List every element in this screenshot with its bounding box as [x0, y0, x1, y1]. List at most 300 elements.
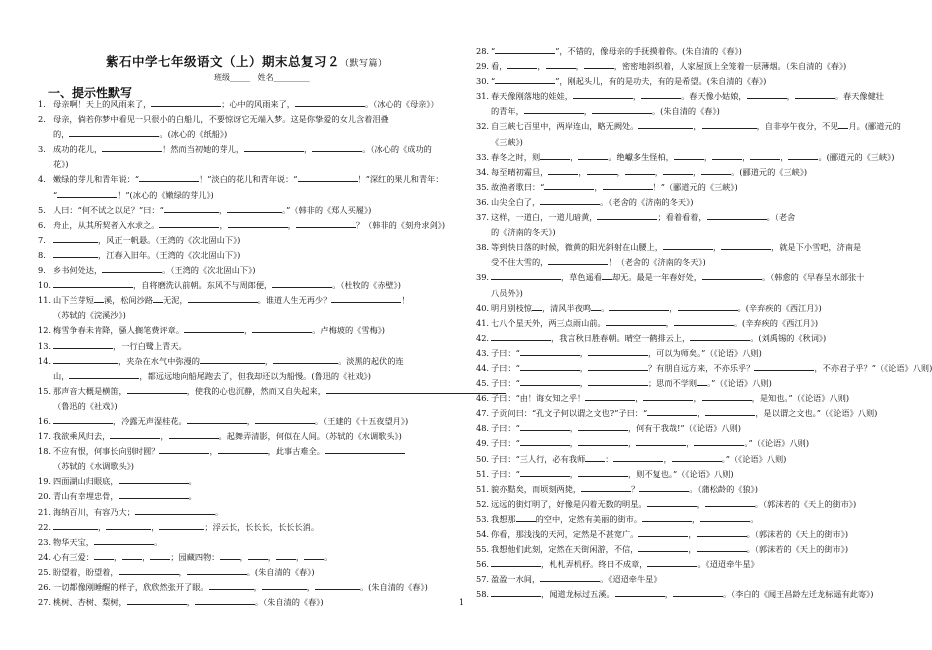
answer-blank[interactable]: [838, 120, 848, 129]
question-item: [476, 482, 906, 497]
answer-blank[interactable]: [673, 588, 723, 597]
question-number: [476, 255, 491, 270]
answer-blank[interactable]: [750, 151, 780, 160]
question-item: [38, 384, 470, 399]
question-number: [476, 286, 491, 301]
answer-blank[interactable]: [690, 332, 750, 341]
answer-blank[interactable]: [707, 211, 767, 220]
answer-blank[interactable]: [94, 294, 104, 303]
answer-blank[interactable]: [584, 60, 614, 69]
question-item: [38, 263, 470, 278]
question-number: 53.: [476, 513, 490, 524]
answer-blank[interactable]: [106, 521, 151, 530]
answer-blank[interactable]: [53, 415, 113, 424]
answer-blank[interactable]: [53, 249, 98, 258]
answer-blank[interactable]: [643, 392, 693, 401]
answer-blank[interactable]: [159, 521, 204, 530]
answer-blank[interactable]: [697, 528, 747, 537]
question-number: 21.: [38, 506, 52, 517]
question-number: [476, 135, 491, 150]
question-number: 17.: [38, 431, 52, 442]
question-number: 25.: [38, 566, 52, 577]
answer-blank[interactable]: [184, 324, 244, 333]
answer-blank[interactable]: [520, 422, 570, 431]
answer-blank[interactable]: [491, 271, 561, 280]
answer-blank[interactable]: [122, 551, 142, 560]
question-text: 看， ， ， ，密密地斜织着，人家屋顶上全笼着一层薄烟。（朱自清的《春》): [491, 61, 847, 72]
question-number: 40.: [476, 302, 490, 313]
question-item: [476, 210, 906, 225]
question-item: [476, 119, 906, 134]
answer-blank[interactable]: [195, 596, 255, 605]
question-item: [476, 331, 906, 346]
question-text: 海纳百川，有容乃大； 。: [53, 506, 224, 517]
question-item: [476, 255, 906, 270]
question-item: [476, 74, 906, 89]
question-text: 母亲，倘若你梦中看见一只很小的白船儿，不要惊讶它无端入梦。这是你挚爱的女儿含着泪叠: [53, 114, 389, 125]
answer-blank[interactable]: [119, 490, 189, 499]
question-number: 22.: [38, 521, 52, 532]
answer-blank[interactable]: [587, 166, 617, 175]
question-item: [38, 188, 470, 203]
question-text: 每至晴初霜旦， ， ， ， ， 。(郦道元的《三峡》): [491, 166, 808, 177]
answer-blank[interactable]: [53, 355, 118, 364]
question-text: 的青年， ， 。(朱自清的《春》): [491, 106, 720, 117]
question-text: 子曰：“ ， ，何有于我哉!”（《论语》八则): [491, 423, 741, 434]
answer-blank[interactable]: [312, 143, 362, 152]
question-number: 34.: [476, 166, 490, 177]
question-number: 36.: [476, 196, 490, 207]
question-text: 那声音大概是横笛， ，使我的心也沉静，然而又自失起来，: [53, 384, 506, 399]
question-number: 51.: [476, 483, 490, 494]
answer-blank[interactable]: [702, 392, 752, 401]
question-item: [38, 459, 470, 474]
question-item: [476, 240, 906, 255]
question-number: 1.: [38, 99, 46, 109]
question-item: [38, 399, 470, 414]
question-number: 16.: [38, 415, 52, 426]
question-item: [476, 406, 906, 421]
title-text: 紫石中学七年级语文（上）期末总复习２: [106, 54, 341, 69]
question-item: [476, 225, 906, 240]
answer-blank[interactable]: [151, 98, 221, 107]
question-text: 你看，那浅浅的天河，定然是不甚宽广。 ， 。（郭沫若的《天上的街市》): [491, 529, 849, 539]
question-text: ，江春入旧年。（王湾的《次北固山下》): [53, 248, 470, 263]
question-number: 14.: [38, 355, 52, 366]
answer-blank[interactable]: [606, 317, 666, 326]
answer-blank[interactable]: [540, 196, 600, 205]
answer-blank[interactable]: [516, 513, 536, 522]
answer-blank[interactable]: [135, 506, 215, 515]
answer-blank[interactable]: [573, 90, 633, 99]
question-item: [476, 497, 906, 512]
answer-blank[interactable]: [119, 475, 189, 484]
question-text: 的， 。(冰心的《纸船》): [53, 129, 228, 140]
answer-blank[interactable]: [69, 370, 139, 379]
question-item: [38, 248, 470, 263]
answer-blank[interactable]: [53, 279, 133, 288]
answer-blank[interactable]: [491, 588, 541, 597]
answer-blank[interactable]: [139, 173, 199, 182]
answer-blank[interactable]: [609, 302, 669, 311]
question-item: [38, 354, 470, 369]
question-number: 8.: [38, 249, 46, 260]
question-text: （鲁迅的《社戏》): [53, 400, 118, 411]
question-number: 5.: [38, 204, 46, 215]
question-item: [476, 59, 906, 74]
question-item: [476, 135, 906, 150]
answer-blank[interactable]: [187, 415, 247, 424]
question-text: 桃树、杏树、梨树， ， 。（朱自清的《春》): [53, 597, 324, 608]
question-number: [476, 104, 491, 119]
answer-blank[interactable]: [548, 256, 608, 265]
question-text: 一切都像刚睡醒的样子，欣欣然张开了眼。 ， ， 。(朱自清的《春》): [53, 582, 428, 592]
question-item: [38, 369, 470, 384]
question-item: [476, 301, 906, 316]
question-item: [476, 286, 906, 301]
left-items-list: [38, 97, 470, 610]
question-text: 子曰：“ ， ， ， 。”（《论语》八则): [491, 438, 810, 449]
question-item: [476, 316, 906, 331]
question-number: 24.: [38, 551, 52, 562]
question-item: [38, 233, 470, 248]
answer-blank[interactable]: [150, 551, 170, 560]
question-item: [38, 489, 470, 504]
question-text: ，我言秋日胜春朝。晴空一鹤排云上， 。(刘禹锡的《秋词》): [491, 331, 906, 346]
question-number: 57.: [476, 574, 490, 585]
question-text: 人曰：“何不试之以足？”曰：“ ， 。”（韩非的《郑人买履》): [53, 204, 372, 215]
answer-blank[interactable]: [592, 105, 652, 114]
answer-blank[interactable]: [304, 551, 324, 560]
question-item: [38, 339, 470, 354]
answer-blank[interactable]: [119, 566, 179, 575]
answer-blank[interactable]: [581, 483, 631, 492]
answer-blank[interactable]: [532, 302, 542, 311]
question-text: ，风正一帆悬。（王湾的《次北固山下》): [53, 233, 470, 248]
question-number: 41.: [476, 317, 490, 328]
answer-blank[interactable]: [53, 234, 98, 243]
answer-blank[interactable]: [747, 90, 787, 99]
answer-blank[interactable]: [625, 166, 655, 175]
question-number: 11.: [38, 295, 52, 306]
answer-blank[interactable]: [578, 422, 628, 431]
question-text: 故渔者歌曰：“ ， ！”（郦道元的《三峡》): [491, 181, 738, 192]
question-number: 18.: [38, 446, 52, 457]
question-text: 的《济南的冬天》): [491, 227, 556, 238]
answer-blank[interactable]: [754, 362, 814, 371]
answer-blank[interactable]: [701, 166, 731, 175]
question-text: 我想那 的空中，定然有美丽的街市。 ， 。: [491, 513, 759, 524]
question-text: 母亲啊！天上的风雨来了， ；心中的风雨来了， 。（冰心的《母亲》）: [53, 99, 439, 109]
question-item: [476, 421, 906, 436]
question-number: 23.: [38, 536, 52, 547]
answer-blank[interactable]: [298, 173, 358, 182]
question-text: 子曰：“ ， ？有朋自远方来，不亦乐乎？ ，不亦君子乎？”（《论语》八则): [491, 362, 932, 373]
question-number: 4.: [38, 174, 46, 185]
answer-blank[interactable]: [663, 166, 693, 175]
question-text: 嫩绿的芽儿和青年说：“ ！”淡白的花儿和青年说：“ ！”深红的果儿和青年：: [53, 174, 444, 185]
answer-blank[interactable]: [603, 181, 653, 190]
answer-blank[interactable]: [295, 98, 365, 107]
class-label: 班级_____: [214, 73, 250, 82]
question-item: [38, 565, 470, 580]
question-text: ，一行白鹭上青天。: [53, 339, 470, 354]
question-number: 51.: [476, 468, 490, 479]
question-item: [38, 323, 470, 338]
question-text: ，夹杂在水气中弥漫的 ， 。淡黑的起伏的连: [53, 354, 470, 369]
answer-blank[interactable]: [520, 468, 570, 477]
question-text: 等到快日落的时候，微黄的阳光斜射在山腰上， ， ，就是下小雪吧，济南是: [491, 242, 862, 253]
answer-blank[interactable]: [272, 279, 332, 288]
answer-blank[interactable]: [540, 573, 600, 582]
question-item: [38, 203, 470, 218]
answer-blank[interactable]: [591, 302, 601, 311]
question-number: [38, 127, 53, 142]
answer-blank[interactable]: [638, 543, 688, 552]
answer-blank[interactable]: [613, 453, 663, 462]
answer-blank[interactable]: [638, 120, 693, 129]
question-text: （苏轼的《水调歌头》): [53, 461, 134, 472]
answer-blank[interactable]: [641, 90, 681, 99]
answer-blank[interactable]: [602, 271, 612, 280]
answer-blank[interactable]: [127, 385, 187, 394]
answer-blank[interactable]: [678, 302, 738, 311]
question-number: 54.: [476, 529, 490, 539]
answer-blank[interactable]: [159, 219, 219, 228]
answer-blank[interactable]: [788, 151, 818, 160]
question-text: 青山有幸埋忠骨， 。: [53, 491, 197, 502]
answer-blank[interactable]: [262, 581, 307, 590]
answer-blank[interactable]: [248, 551, 268, 560]
answer-blank[interactable]: [169, 430, 219, 439]
answer-blank[interactable]: [127, 596, 187, 605]
answer-blank[interactable]: [795, 90, 835, 99]
question-text: 子曰：“ ， ；思而不学则 。”（《论语》八则): [491, 378, 772, 389]
answer-blank[interactable]: [159, 445, 209, 454]
answer-blank[interactable]: [636, 437, 686, 446]
question-number: 27.: [38, 597, 52, 608]
question-text: 远远的街灯明了，好像是闪着无数的明星。 ， 。（郭沫若的《天上的街市》): [491, 498, 857, 509]
question-item: [476, 572, 906, 587]
answer-blank[interactable]: [588, 377, 648, 386]
answer-blank[interactable]: [276, 551, 296, 560]
question-number: 13.: [38, 340, 52, 351]
question-number: 52.: [476, 498, 490, 509]
question-text: 八员外》): [491, 287, 523, 298]
answer-blank[interactable]: [94, 536, 154, 545]
question-item: [476, 512, 906, 527]
answer-blank[interactable]: [702, 120, 757, 129]
answer-blank[interactable]: [315, 581, 360, 590]
question-item: [476, 467, 906, 482]
answer-blank[interactable]: [491, 332, 551, 341]
answer-blank[interactable]: [546, 60, 576, 69]
question-text: 七八个星天外，两三点雨山前。 ， 。(辛弃疾的《西江月》): [491, 317, 819, 328]
answer-blank[interactable]: [218, 445, 268, 454]
question-number: [38, 308, 53, 323]
question-number: 37.: [476, 212, 490, 223]
answer-blank[interactable]: [544, 181, 594, 190]
answer-blank[interactable]: [491, 558, 541, 567]
class-name-line: [214, 72, 310, 83]
answer-blank[interactable]: [164, 204, 219, 213]
question-number: 35.: [476, 181, 490, 192]
question-text: 《三峡》): [491, 136, 523, 147]
answer-blank[interactable]: [588, 362, 648, 371]
question-item: [476, 270, 906, 285]
answer-blank[interactable]: [697, 543, 747, 552]
question-text: ，札札弄机杼。终日不成章， 。《迢迢牵牛星》: [491, 557, 906, 572]
subtitle-text: （默写篇）: [340, 59, 388, 69]
question-item: [476, 557, 906, 572]
question-number: 49.: [476, 438, 490, 449]
question-number: 43.: [476, 347, 490, 358]
answer-blank[interactable]: [524, 105, 584, 114]
question-item: [476, 165, 906, 180]
answer-blank[interactable]: [273, 355, 338, 364]
answer-blank[interactable]: [507, 60, 537, 69]
question-item: [476, 391, 906, 406]
answer-blank[interactable]: [57, 189, 117, 198]
question-number: [38, 369, 53, 384]
question-item: [38, 157, 470, 172]
answer-blank[interactable]: [674, 317, 734, 326]
question-text: 明月别枝惊 ，清风半夜鸣 。 ， 。(辛弃疾的《西江月》): [491, 302, 822, 313]
answer-blank[interactable]: [588, 347, 648, 356]
question-text: 成功的花儿， ！然而当初她的芽儿， ， 。（冰心的《成功的: [53, 144, 432, 155]
question-item: [476, 436, 906, 451]
answer-blank[interactable]: [228, 219, 288, 228]
question-number: 12.: [38, 325, 52, 336]
question-item: [476, 527, 906, 542]
answer-blank[interactable]: [578, 151, 608, 160]
question-text: 子曰：“由！诲女知之乎！ ， ， ，是知也。”（《论语》八则): [491, 393, 850, 404]
answer-blank[interactable]: [721, 241, 771, 250]
answer-blank[interactable]: [188, 294, 258, 303]
answer-blank[interactable]: [520, 362, 580, 371]
answer-blank[interactable]: [102, 264, 162, 273]
answer-blank[interactable]: [331, 294, 401, 303]
answer-blank[interactable]: [705, 407, 755, 416]
answer-blank[interactable]: [110, 430, 160, 439]
answer-blank[interactable]: [520, 437, 570, 446]
answer-blank[interactable]: [697, 377, 707, 386]
page-number: 1: [459, 598, 465, 607]
answer-blank[interactable]: [520, 377, 580, 386]
answer-blank[interactable]: [325, 445, 405, 454]
question-number: 45.: [476, 378, 490, 389]
question-text: 子曰：“ ， ，则不复也。”（《论语》八则): [491, 468, 734, 479]
question-text: 自三峡七百里中，两岸连山，略无阙处。 ， ，自非亭午夜分，不见 月。(郦道元的: [491, 121, 901, 132]
question-number: [38, 188, 53, 203]
answer-blank[interactable]: [639, 483, 689, 492]
answer-blank[interactable]: [220, 551, 240, 560]
question-item: [476, 452, 906, 467]
question-number: 15.: [38, 385, 52, 396]
answer-blank[interactable]: [255, 415, 315, 424]
answer-blank[interactable]: [702, 271, 762, 280]
question-text: 子曰：“ ， ，可以为师矣。”（《论语》八则): [491, 347, 762, 358]
answer-blank[interactable]: [647, 407, 697, 416]
question-item: [38, 535, 470, 550]
answer-blank[interactable]: [495, 75, 555, 84]
answer-blank[interactable]: [585, 453, 605, 462]
question-item: [38, 97, 470, 112]
question-item: [38, 127, 470, 142]
answer-blank[interactable]: [672, 453, 722, 462]
question-text: 貌亦黠矣，而顷刻两毙， ？ 。（蒲松龄的《狼》): [491, 483, 758, 494]
answer-blank[interactable]: [102, 143, 162, 152]
answer-blank[interactable]: [578, 468, 628, 477]
answer-blank[interactable]: [597, 211, 657, 220]
answer-blank[interactable]: [647, 498, 697, 507]
question-item: [476, 346, 906, 361]
answer-blank[interactable]: [642, 513, 692, 522]
answer-blank[interactable]: [153, 294, 163, 303]
answer-blank[interactable]: [578, 437, 628, 446]
question-number: 26.: [38, 582, 52, 592]
page-title: [106, 52, 388, 70]
answer-blank[interactable]: [227, 204, 282, 213]
answer-blank[interactable]: [520, 347, 580, 356]
question-item: [476, 44, 906, 59]
question-number: 48.: [476, 423, 490, 434]
answer-blank[interactable]: [712, 151, 742, 160]
answer-blank[interactable]: [548, 166, 578, 175]
answer-blank[interactable]: [638, 528, 688, 537]
question-number: 47.: [476, 408, 490, 419]
answer-blank[interactable]: [615, 588, 665, 597]
answer-blank[interactable]: [94, 551, 114, 560]
answer-blank[interactable]: [209, 581, 254, 590]
question-text: 乡书何处达， 。（王湾的《次北固山下》): [53, 265, 256, 276]
answer-blank[interactable]: [53, 521, 98, 530]
answer-blank[interactable]: [647, 558, 697, 567]
question-item: [476, 376, 906, 391]
question-number: 3.: [38, 144, 46, 155]
answer-blank[interactable]: [69, 128, 159, 137]
question-item: [38, 172, 470, 187]
question-item: [476, 542, 906, 557]
question-item: [38, 112, 470, 127]
question-text: 山， ，都远远地向船尾跑去了，但我却还以为船慢。(鲁迅的《社戏》): [53, 370, 371, 381]
question-number: 42.: [476, 332, 490, 343]
question-number: 50.: [476, 453, 490, 464]
question-text: 盼望着，盼望着， ， 。(朱自清的《春》): [53, 566, 315, 577]
question-number: [38, 459, 53, 474]
answer-blank[interactable]: [585, 392, 635, 401]
question-text: 我欲乘风归去， ， 。起舞弄清影，何似在人间。（苏轼的《水调歌头》): [53, 431, 402, 442]
answer-blank[interactable]: [700, 513, 750, 522]
question-item: [476, 587, 906, 602]
answer-blank[interactable]: [296, 219, 356, 228]
question-text: 四面湖山归眼底， 。: [53, 476, 197, 487]
question-text: 花》): [53, 159, 69, 170]
answer-blank[interactable]: [187, 566, 247, 575]
answer-blank[interactable]: [705, 498, 755, 507]
answer-blank[interactable]: [53, 340, 113, 349]
question-item: [38, 550, 470, 565]
answer-blank[interactable]: [495, 45, 555, 54]
answer-blank[interactable]: [200, 355, 265, 364]
answer-blank[interactable]: [540, 151, 570, 160]
answer-blank[interactable]: [663, 241, 713, 250]
question-number: [38, 399, 53, 414]
answer-blank[interactable]: [694, 437, 744, 446]
answer-blank[interactable]: [252, 324, 312, 333]
answer-blank[interactable]: [244, 143, 304, 152]
answer-blank[interactable]: [674, 151, 704, 160]
